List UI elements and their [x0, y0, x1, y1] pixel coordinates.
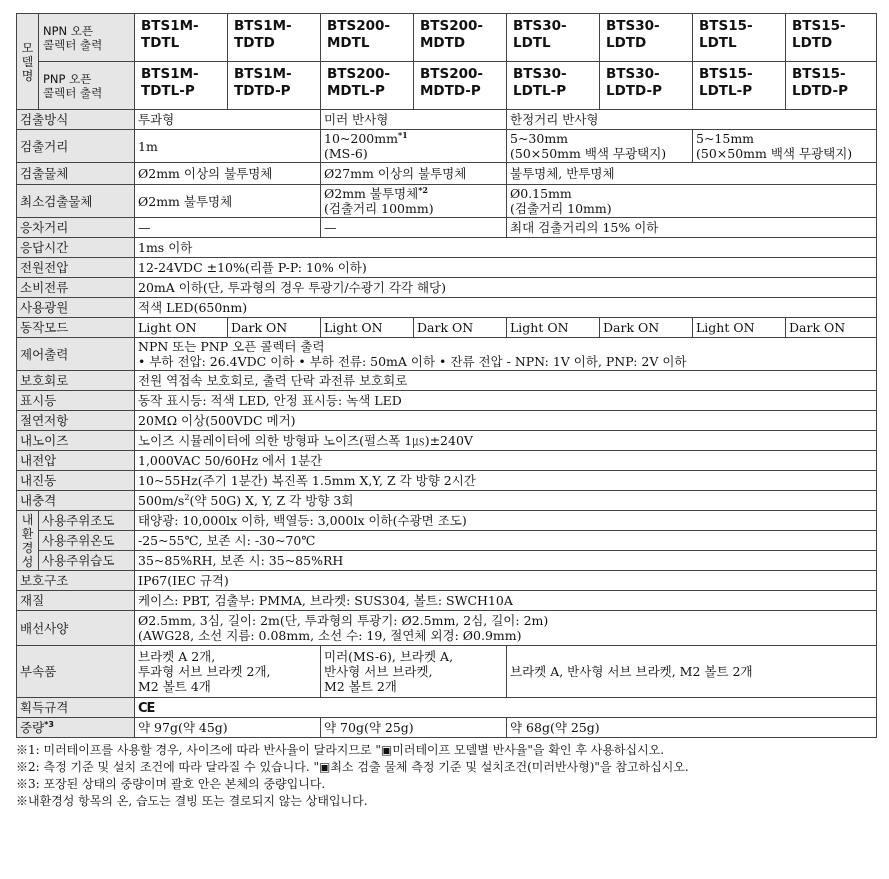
npn-model: BTS30- LDTD: [600, 14, 693, 62]
cell: Light ON: [693, 318, 786, 338]
footnote: ※2: 측정 기준 및 설치 조건에 따라 달라질 수 있습니다. "▣최소 검출 물체 측정 기준 및 설치조건(미러반사형)"을 참고하십시오.: [16, 760, 689, 774]
cell: 한정거리 반사형: [507, 110, 877, 130]
pnp-model: BTS1M- TDTD-P: [228, 62, 321, 110]
cell: Light ON: [135, 318, 228, 338]
cell: Ø27mm 이상의 불투명체: [321, 163, 507, 185]
cell: $500m/s^2$(약 50G) X, Y, Z 각 방향 3회: [135, 491, 877, 511]
row-object: [17, 163, 877, 185]
pnp-model: BTS1M- TDTL-P: [135, 62, 228, 110]
pnp-model: BTS30- LDTD-P: [600, 62, 693, 110]
model-label: 모델명: [17, 14, 39, 110]
cell: 5~30mm (50×50mm 백색 무광택지): [507, 130, 693, 163]
row-label: 부속품: [17, 646, 135, 698]
row-label: 검출방식: [17, 110, 135, 130]
cell: 케이스: PBT, 검출부: PMMA, 브라켓: SUS304, 볼트: SWCH10A: [135, 591, 877, 611]
cell: —: [135, 218, 321, 238]
cell: 전원 역접속 보호회로, 출력 단락 과전류 보호회로: [135, 371, 877, 391]
row-noise: [17, 431, 877, 451]
npn-model: BTS1M- TDTD: [228, 14, 321, 62]
row-current: [17, 278, 877, 298]
cell: Light ON: [507, 318, 600, 338]
ce-mark-icon: CE: [138, 700, 155, 716]
row-dielectric: [17, 451, 877, 471]
cell: Light ON: [321, 318, 414, 338]
cell: 12-24VDC ±10%(리플 P-P: 10% 이하): [135, 258, 877, 278]
row-label: 전원전압: [17, 258, 135, 278]
row-env-humid: [17, 551, 877, 571]
pnp-model: BTS200- MDTL-P: [321, 62, 414, 110]
cell: 1,000VAC 50/60Hz 에서 1분간: [135, 451, 877, 471]
row-response: [17, 238, 877, 258]
row-label: 보호구조: [17, 571, 135, 591]
cell: NPN 또는 PNP 오픈 콜렉터 출력 • 부하 전압: 26.4VDC 이하 • 부하 전류: 50mA 이하 • 잔류 전압 - NPN: 1V 이하, PNP: 2V 이하: [135, 338, 877, 371]
cell: Dark ON: [600, 318, 693, 338]
cell: Ø0.15mm (검출거리 10mm): [507, 185, 877, 218]
row-ip: [17, 571, 877, 591]
row-label: 검출거리: [17, 130, 135, 163]
cell: Dark ON: [786, 318, 877, 338]
row-label: 동작모드: [17, 318, 135, 338]
cell: 동작 표시등: 적색 LED, 안정 표시등: 녹색 LED: [135, 391, 877, 411]
cell: Ø2.5mm, 3심, 길이: 2m(단, 투과형의 투광기: Ø2.5mm, 2심, 길이: 2m) (AWG28, 소선 지름: 0.08mm, 소선 수: 19, 절연체 외경: Ø0.9mm): [135, 611, 877, 646]
cell: 20mA 이하(단, 투과형의 경우 투광기/수광기 각각 해당): [135, 278, 877, 298]
npn-model: BTS200- MDTD: [414, 14, 507, 62]
row-light: [17, 298, 877, 318]
row-cable: [17, 611, 877, 646]
cell: -25~55℃, 보존 시: -30~70℃: [135, 531, 877, 551]
row-method: [17, 110, 877, 130]
row-label: 내전압: [17, 451, 135, 471]
cell: $10\sim 200mm^{*1}$ (MS-6): [321, 130, 507, 163]
row-vibration: [17, 471, 877, 491]
cell: 브라켓 A, 반사형 서브 브라켓, M2 볼트 2개: [507, 646, 877, 698]
pnp-label: PNP 오픈 콜렉터 출력: [39, 62, 135, 110]
cell: 적색 LED(650nm): [135, 298, 877, 318]
pnp-model: BTS30- LDTL-P: [507, 62, 600, 110]
npn-model-row: [17, 14, 877, 62]
cell: 약 68g(약 25g): [507, 718, 877, 738]
cell: IP67(IEC 규격): [135, 571, 877, 591]
row-insulation: [17, 411, 877, 431]
pnp-model-row: [17, 62, 877, 110]
cell: 약 70g(약 25g): [321, 718, 507, 738]
row-label: 획득규격: [17, 698, 135, 718]
row-label: 표시등: [17, 391, 135, 411]
npn-label: NPN 오픈 콜렉터 출력: [39, 14, 135, 62]
row-label: 중량$^{*3}$: [17, 718, 135, 738]
cell: 노이즈 시뮬레이터에 의한 방형파 노이즈(펄스폭 1㎲)±240V: [135, 431, 877, 451]
cell: 5~15mm (50×50mm 백색 무광택지): [693, 130, 877, 163]
npn-model: BTS30- LDTL: [507, 14, 600, 62]
cell: 불투명체, 반투명체: [507, 163, 877, 185]
row-label: 응차거리: [17, 218, 135, 238]
row-indicator: [17, 391, 877, 411]
cell: Ø2mm 이상의 불투명체: [135, 163, 321, 185]
pnp-model: BTS200- MDTD-P: [414, 62, 507, 110]
row-label: 검출물체: [17, 163, 135, 185]
spec-sheet: [16, 13, 876, 810]
row-label: 내충격: [17, 491, 135, 511]
npn-model: BTS200- MDTL: [321, 14, 414, 62]
footnote: ※1: 미러테이프를 사용할 경우, 사이즈에 따라 반사율이 달라지므로 "▣미러테이프 모델별 반사율"을 확인 후 사용하십시오.: [16, 743, 665, 757]
row-label: 사용주위조도: [39, 511, 135, 531]
row-mode: [17, 318, 877, 338]
row-label: 최소검출물체: [17, 185, 135, 218]
row-label: 사용주위온도: [39, 531, 135, 551]
npn-model: BTS1M- TDTL: [135, 14, 228, 62]
npn-model: BTS15- LDTD: [786, 14, 877, 62]
row-label: 응답시간: [17, 238, 135, 258]
cell: 브라켓 A 2개, 투과형 서브 브라켓 2개, M2 볼트 4개: [135, 646, 321, 698]
pnp-model: BTS15- LDTD-P: [786, 62, 877, 110]
row-label: 내노이즈: [17, 431, 135, 451]
cell: 투과형: [135, 110, 321, 130]
cell: Dark ON: [414, 318, 507, 338]
env-label: 내환경성: [17, 511, 39, 571]
row-label: 제어출력: [17, 338, 135, 371]
row-label: 절연저항: [17, 411, 135, 431]
row-weight: [17, 718, 877, 738]
row-min-object: [17, 185, 877, 218]
cell: 10~55Hz(주기 1분간) 복진폭 1.5mm X,Y, Z 각 방향 2시간: [135, 471, 877, 491]
cell: 미러 반사형: [321, 110, 507, 130]
row-label: 소비전류: [17, 278, 135, 298]
cell: 1m: [135, 130, 321, 163]
row-label: 보호회로: [17, 371, 135, 391]
row-label: 내진동: [17, 471, 135, 491]
row-hysteresis: [17, 218, 877, 238]
footnote: ※내환경성 항목의 온, 습도는 결빙 또는 결로되지 않는 상태입니다.: [16, 794, 368, 808]
row-control: [17, 338, 877, 371]
row-shock: [17, 491, 877, 511]
cell: 태양광: 10,000lx 이하, 백열등: 3,000lx 이하(수광면 조도): [135, 511, 877, 531]
row-cert: [17, 698, 877, 718]
cell: Dark ON: [228, 318, 321, 338]
row-label: 재질: [17, 591, 135, 611]
row-distance: [17, 130, 877, 163]
footnote: ※3: 포장된 상태의 중량이며 괄호 안은 본체의 중량입니다.: [16, 777, 326, 791]
cell: Ø2mm 불투명체$^{*2}$ (검출거리 100mm): [321, 185, 507, 218]
row-material: [17, 591, 877, 611]
pnp-model: BTS15- LDTL-P: [693, 62, 786, 110]
cell: 최대 검출거리의 15% 이하: [507, 218, 877, 238]
cell: [135, 698, 877, 718]
spec-table: [16, 13, 877, 738]
npn-model: BTS15- LDTL: [693, 14, 786, 62]
row-label: 배선사양: [17, 611, 135, 646]
cell: 1ms 이하: [135, 238, 877, 258]
row-accessory: [17, 646, 877, 698]
row-protection: [17, 371, 877, 391]
row-label: 사용주위습도: [39, 551, 135, 571]
row-env-temp: [17, 531, 877, 551]
footnotes: [16, 742, 876, 810]
cell: 약 97g(약 45g): [135, 718, 321, 738]
cell: Ø2mm 불투명체: [135, 185, 321, 218]
row-power: [17, 258, 877, 278]
cell: 35~85%RH, 보존 시: 35~85%RH: [135, 551, 877, 571]
row-env-illum: [17, 511, 877, 531]
cell: 20MΩ 이상(500VDC 메거): [135, 411, 877, 431]
row-label: 사용광원: [17, 298, 135, 318]
cell: 미러(MS-6), 브라켓 A, 반사형 서브 브라켓, M2 볼트 2개: [321, 646, 507, 698]
cell: —: [321, 218, 507, 238]
